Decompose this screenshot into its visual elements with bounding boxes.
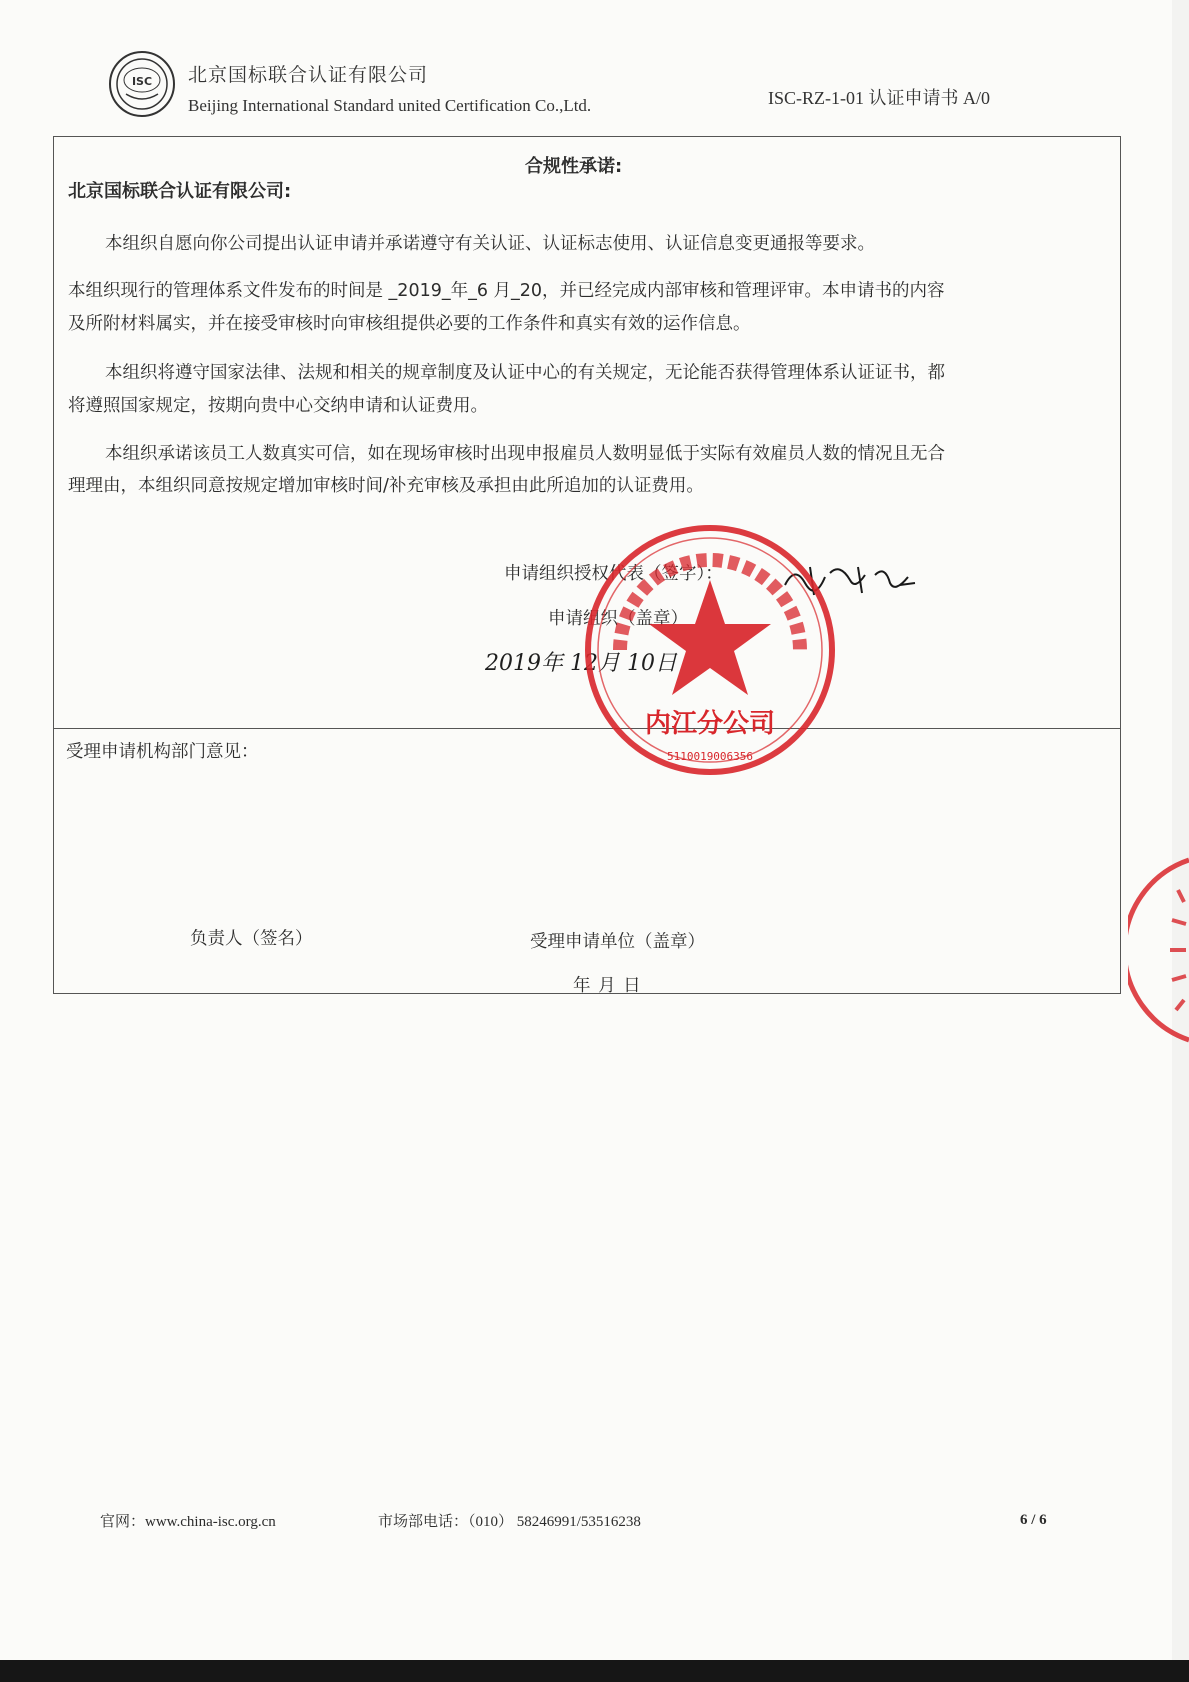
- org-name-en: Beijing International Standard united Certification Co.,Ltd.: [188, 96, 592, 115]
- scan-edge: [1172, 0, 1189, 1660]
- responsible-person-label: 负责人（签名）: [190, 929, 313, 949]
- applicant-seal-label: 申请组织（盖章）: [548, 609, 688, 629]
- paragraph-4-line-2: 理理由，本组织同意按规定增加审核时间/补充审核及承担由此所追加的认证费用。: [68, 476, 704, 496]
- footer-website: 官网：www.china-isc.org.cn: [100, 1514, 276, 1530]
- stamp-branch: 内江分公司: [644, 709, 776, 739]
- stamp-number: 5110019006356: [666, 750, 754, 763]
- addressee: 北京国标联合认证有限公司:: [68, 181, 292, 202]
- isc-logo-icon: [108, 50, 176, 118]
- logo-text: ISC: [131, 75, 153, 88]
- commitment-title: 合规性承诺:: [525, 156, 623, 177]
- paragraph-4-line-1: 本组织承诺该员工人数真实可信，如在现场审核时出现申报雇员人数明显低于实际有效雇员人数的情况且无合: [105, 444, 945, 464]
- review-unit-label: 受理申请单位（盖章）: [530, 932, 705, 952]
- company-seal: [580, 520, 840, 780]
- authorized-rep-label: 申请组织授权代表（签字）：: [504, 564, 723, 584]
- review-date-label: 年 月 日: [573, 976, 642, 996]
- document-header: [108, 50, 1068, 130]
- scan-edge-bottom: [0, 1660, 1189, 1682]
- document-code: ISC-RZ-1-01 认证申请书 A/0: [768, 88, 990, 108]
- footer-phone: 市场部电话：（010） 58246991/53516238: [378, 1514, 641, 1530]
- signature-date: 2019年 12月 10日: [485, 651, 677, 676]
- paragraph-2-line-2: 及所附材料属实，并在接受审核时向审核组提供必要的工作条件和真实有效的运作信息。: [68, 314, 751, 334]
- page-number: 6 / 6: [1020, 1512, 1047, 1528]
- paragraph-3-line-2: 将遵照国家规定，按期向贵中心交纳申请和认证费用。: [68, 396, 488, 416]
- paragraph-3-line-1: 本组织将遵守国家法律、法规和相关的规章制度及认证中心的有关规定，无论能否获得管理体系认证证书，都: [105, 363, 945, 383]
- partial-seal-edge: [1128, 850, 1189, 1050]
- review-dept-label: 受理申请机构部门意见：: [66, 742, 259, 762]
- paragraph-1: 本组织自愿向你公司提出认证申请并承诺遵守有关认证、认证标志使用、认证信息变更通报等要求。: [105, 234, 875, 254]
- paragraph-2-line-1: 本组织现行的管理体系文件发布的时间是 _2019_年_6 月_20，并已经完成内部审核和管理评审。本申请书的内容: [68, 281, 945, 301]
- org-name-cn: 北京国标联合认证有限公司: [188, 64, 429, 86]
